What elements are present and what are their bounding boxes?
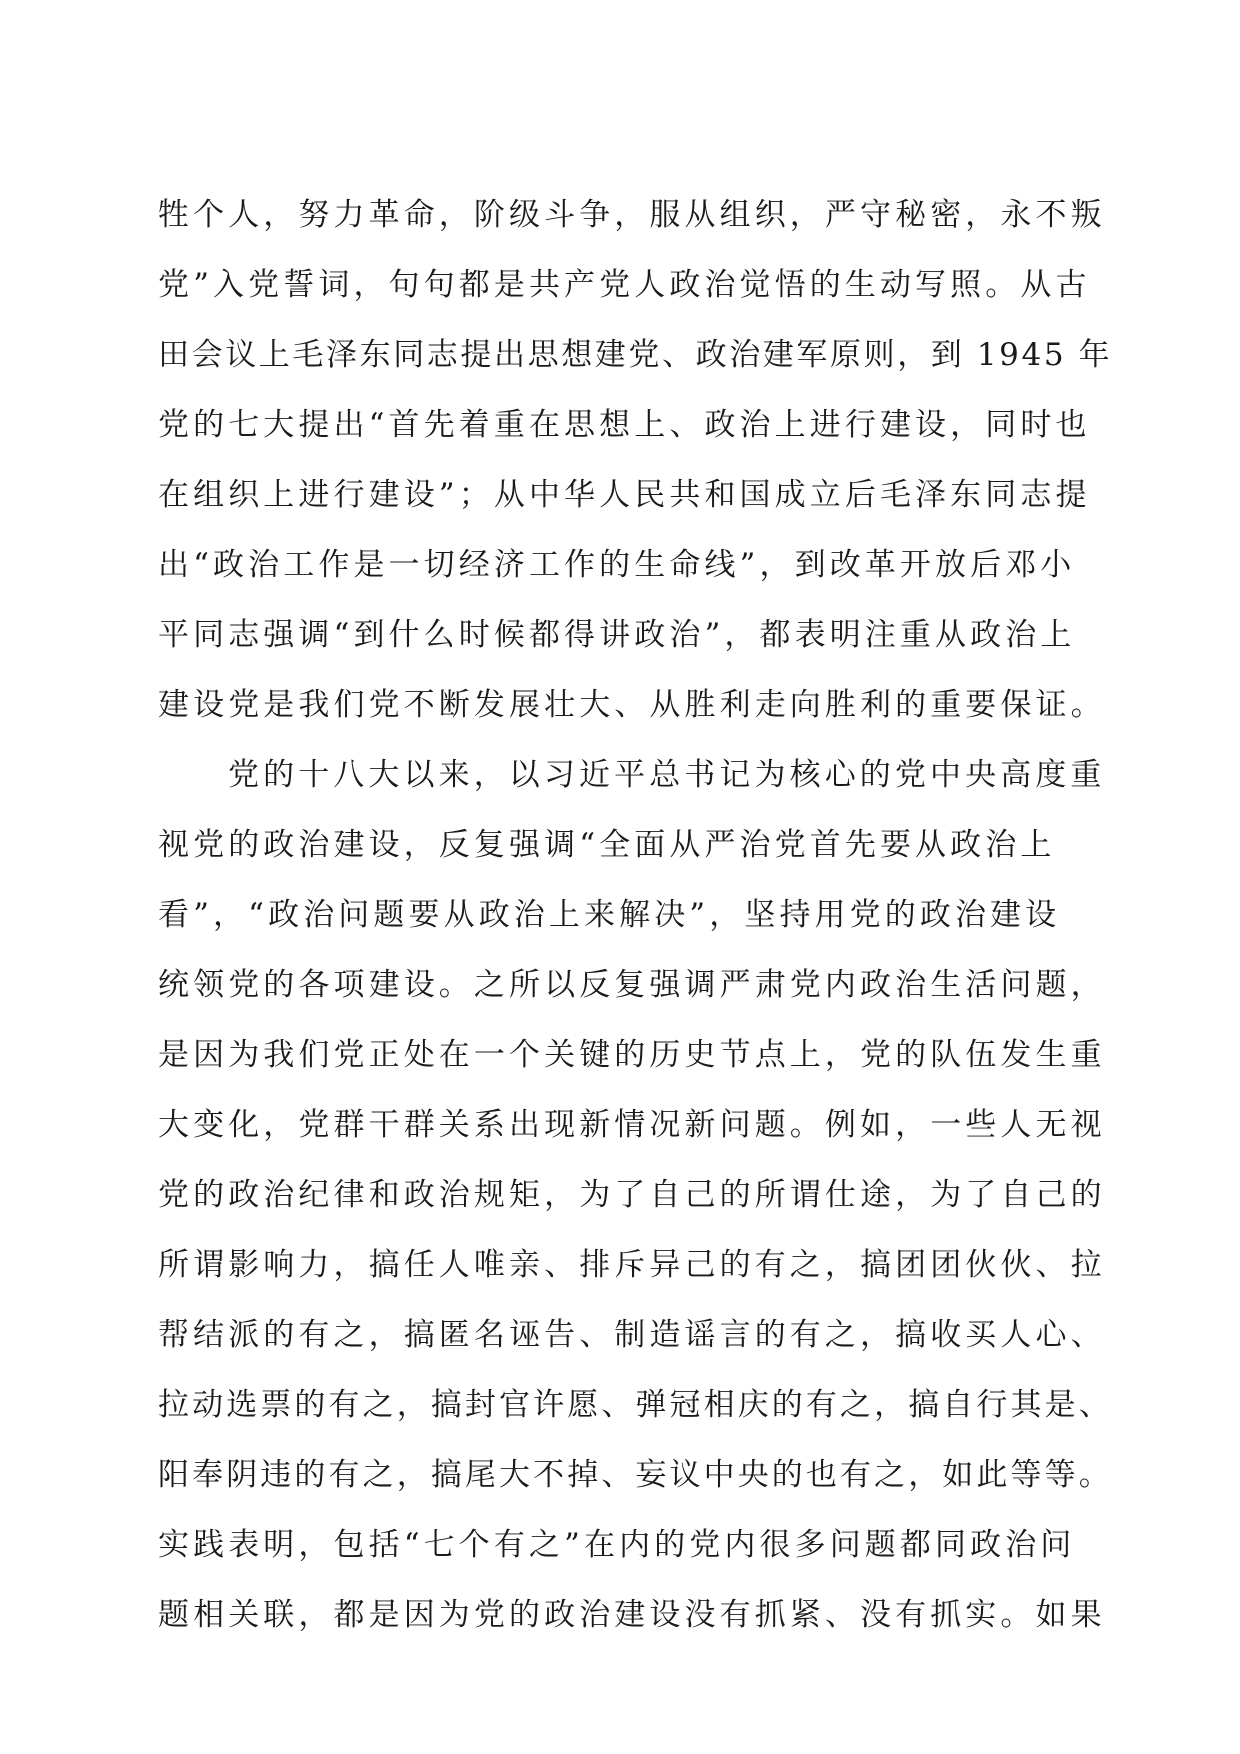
text-line-7: 平同志强调“到什么时候都得讲政治”，都表明注重从政治上 <box>158 617 1076 653</box>
text-line-19: 阳奉阴违的有之，搞尾大不掉、妄议中央的也有之，如此等等。 <box>158 1457 1113 1493</box>
text-line-13: 是因为我们党正处在一个关键的历史节点上，党的队伍发生重 <box>158 1037 1106 1073</box>
text-line-18: 拉动选票的有之，搞封官许愿、弹冠相庆的有之，搞自行其是、 <box>158 1387 1113 1423</box>
text-line-12: 统领党的各项建设。之所以反复强调严肃党内政治生活问题， <box>158 967 1106 1003</box>
text-line-14: 大变化，党群干群关系出现新情况新问题。例如，一些人无视 <box>158 1107 1106 1143</box>
text-line-5: 在组织上进行建设”；从中华人民共和国成立后毛泽东同志提 <box>158 477 1091 513</box>
text-line-4: 党的七大提出“首先着重在思想上、政治上进行建设，同时也 <box>158 407 1091 443</box>
text-line-17: 帮结派的有之，搞匿名诬告、制造谣言的有之，搞收买人心、 <box>158 1317 1106 1353</box>
text-line-11: 看”，“政治问题要从政治上来解决”，坚持用党的政治建设 <box>158 897 1061 933</box>
text-line-16: 所谓影响力，搞任人唯亲、排斥异己的有之，搞团团伙伙、拉 <box>158 1247 1106 1283</box>
text-line-15: 党的政治纪律和政治规矩，为了自己的所谓仕途，为了自己的 <box>158 1177 1106 1213</box>
text-line-8: 建设党是我们党不断发展壮大、从胜利走向胜利的重要保证。 <box>158 687 1106 723</box>
text-line-21: 题相关联，都是因为党的政治建设没有抓紧、没有抓实。如果 <box>158 1597 1106 1633</box>
text-line-3: 田会议上毛泽东同志提出思想建党、政治建军原则，到 1945 年 <box>158 337 1113 373</box>
text-line-10: 视党的政治建设，反复强调“全面从严治党首先要从政治上 <box>158 827 1056 863</box>
text-line-9: 党的十八大以来，以习近平总书记为核心的党中央高度重 <box>228 757 1106 793</box>
text-line-20: 实践表明，包括“七个有之”在内的党内很多问题都同政治问 <box>158 1527 1076 1563</box>
text-line-2: 党”入党誓词，句句都是共产党人政治觉悟的生动写照。从古 <box>158 267 1091 303</box>
text-line-1: 牲个人，努力革命，阶级斗争，服从组织，严守秘密，永不叛 <box>158 197 1106 233</box>
text-line-6: 出“政治工作是一切经济工作的生命线”，到改革开放后邓小 <box>158 547 1076 583</box>
